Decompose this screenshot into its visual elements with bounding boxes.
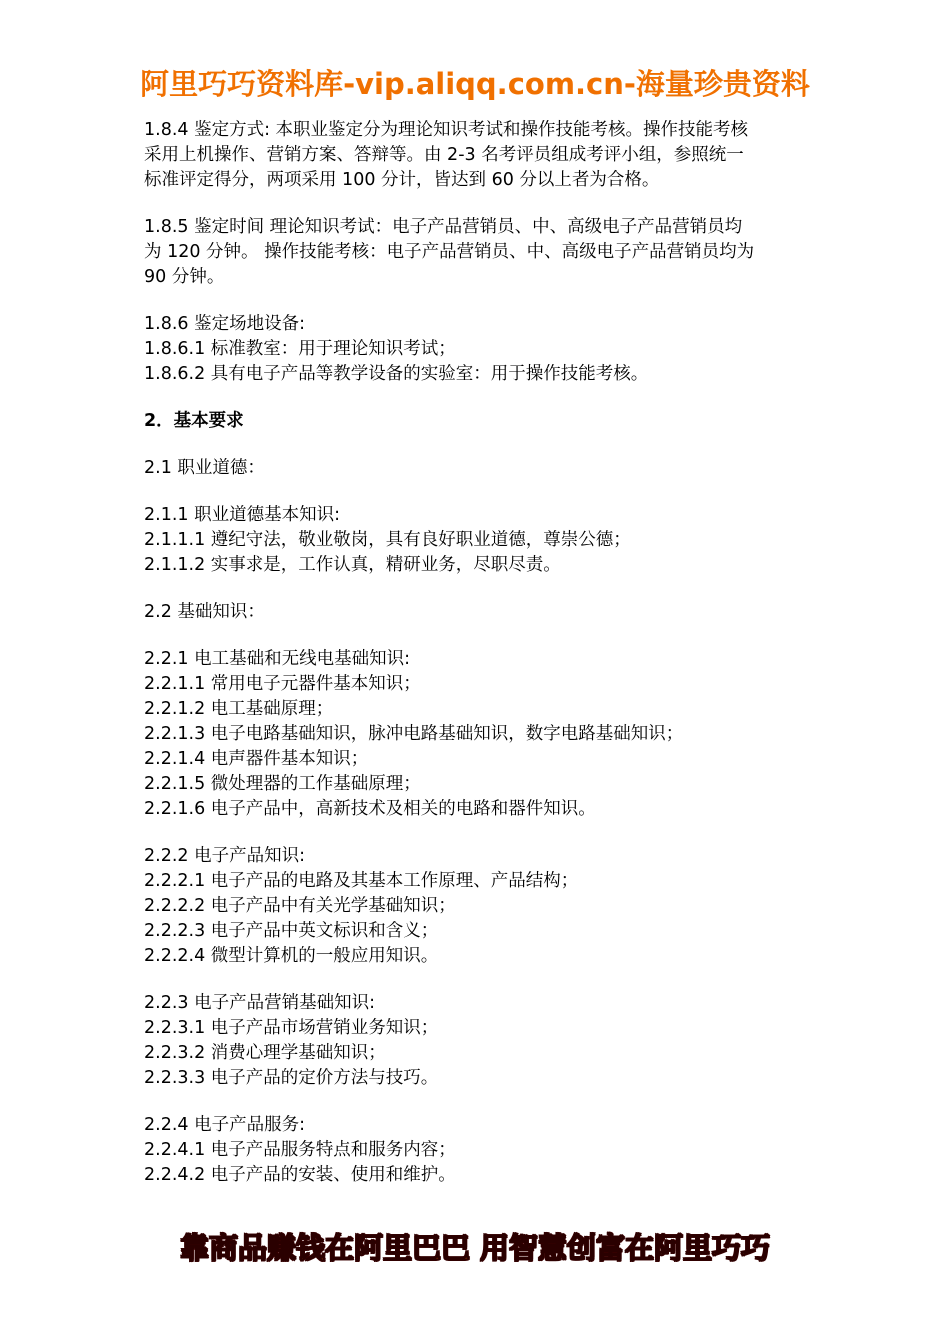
text-line: 标准评定得分，两项采用 100 分计，皆达到 60 分以上者为合格。 bbox=[144, 170, 660, 190]
paragraph bbox=[144, 647, 824, 822]
paragraph bbox=[144, 215, 824, 290]
text-line: 2.2.3.2 消费心理学基础知识； bbox=[144, 1043, 386, 1063]
text-line: 1.8.4 鉴定方式: 本职业鉴定分为理论知识考试和操作技能考核。操作技能考核 bbox=[144, 120, 749, 140]
text-line: 2.1.1.2 实事求是，工作认真，精研业务，尽职尽责。 bbox=[144, 555, 561, 575]
text-line: 2.2 基础知识： bbox=[144, 602, 265, 622]
header-banner bbox=[0, 64, 950, 104]
text-line: 2.2.3 电子产品营销基础知识: bbox=[144, 993, 375, 1013]
section-heading bbox=[144, 409, 824, 434]
text-line: 1.8.6.1 标准教室：用于理论知识考试； bbox=[144, 339, 456, 359]
text-line: 2.2.1.5 微处理器的工作基础原理； bbox=[144, 774, 421, 794]
paragraph bbox=[144, 503, 824, 578]
paragraph bbox=[144, 991, 824, 1091]
text-line: 2.2.1 电工基础和无线电基础知识: bbox=[144, 649, 410, 669]
text-line: 2.1.1.1 遵纪守法，敬业敬岗，具有良好职业道德，尊崇公德； bbox=[144, 530, 631, 550]
text-line: 2.2.3.3 电子产品的定价方法与技巧。 bbox=[144, 1068, 439, 1088]
document-body bbox=[144, 118, 824, 1210]
text-line: 2.2.2.3 电子产品中英文标识和含义； bbox=[144, 921, 439, 941]
text-line: 为 120 分钟。 操作技能考核：电子产品营销员、中、高级电子产品营销员均为 bbox=[144, 242, 755, 262]
text-line: 2.2.1.3 电子电路基础知识，脉冲电路基础知识，数字电路基础知识； bbox=[144, 724, 684, 744]
text-line: 1.8.6 鉴定场地设备: bbox=[144, 314, 305, 334]
paragraph bbox=[144, 600, 824, 625]
paragraph bbox=[144, 312, 824, 387]
footer-banner-text: 靠商品赚钱在阿里巴巴 用智慧创富在阿里巧巧 bbox=[179, 1231, 771, 1265]
text-line: 采用上机操作、营销方案、答辩等。由 2-3 名考评员组成考评小组，参照统一 bbox=[144, 145, 744, 165]
text-line: 2.2.2.2 电子产品中有关光学基础知识； bbox=[144, 896, 456, 916]
text-line: 2.2.4.1 电子产品服务特点和服务内容； bbox=[144, 1140, 456, 1160]
paragraph bbox=[144, 1113, 824, 1188]
text-line: 2.2.1.1 常用电子元器件基本知识； bbox=[144, 674, 421, 694]
text-line: 2.2.1.2 电工基础原理； bbox=[144, 699, 334, 719]
text-line: 2.2.1.6 电子产品中，高新技术及相关的电路和器件知识。 bbox=[144, 799, 596, 819]
text-line: 2．基本要求 bbox=[144, 411, 244, 431]
paragraph bbox=[144, 844, 824, 969]
text-line: 2.2.3.1 电子产品市场营销业务知识； bbox=[144, 1018, 439, 1038]
text-line: 1.8.6.2 具有电子产品等教学设备的实验室：用于操作技能考核。 bbox=[144, 364, 649, 384]
paragraph bbox=[144, 456, 824, 481]
text-line: 2.2.1.4 电声器件基本知识； bbox=[144, 749, 369, 769]
text-line: 2.1 职业道德： bbox=[144, 458, 265, 478]
text-line: 2.2.4.2 电子产品的安装、使用和维护。 bbox=[144, 1165, 456, 1185]
text-line: 2.2.2.4 微型计算机的一般应用知识。 bbox=[144, 946, 439, 966]
header-banner-text: 阿里巧巧资料库-vip.aliqq.com.cn-海量珍贵资料 bbox=[140, 67, 810, 101]
text-line: 2.2.2 电子产品知识: bbox=[144, 846, 305, 866]
paragraph bbox=[144, 118, 824, 193]
footer-banner bbox=[0, 1228, 950, 1268]
text-line: 90 分钟。 bbox=[144, 267, 225, 287]
text-line: 2.2.4 电子产品服务: bbox=[144, 1115, 305, 1135]
text-line: 2.2.2.1 电子产品的电路及其基本工作原理、产品结构； bbox=[144, 871, 579, 891]
text-line: 1.8.5 鉴定时间 理论知识考试：电子产品营销员、中、高级电子产品营销员均 bbox=[144, 217, 743, 237]
text-line: 2.1.1 职业道德基本知识: bbox=[144, 505, 340, 525]
